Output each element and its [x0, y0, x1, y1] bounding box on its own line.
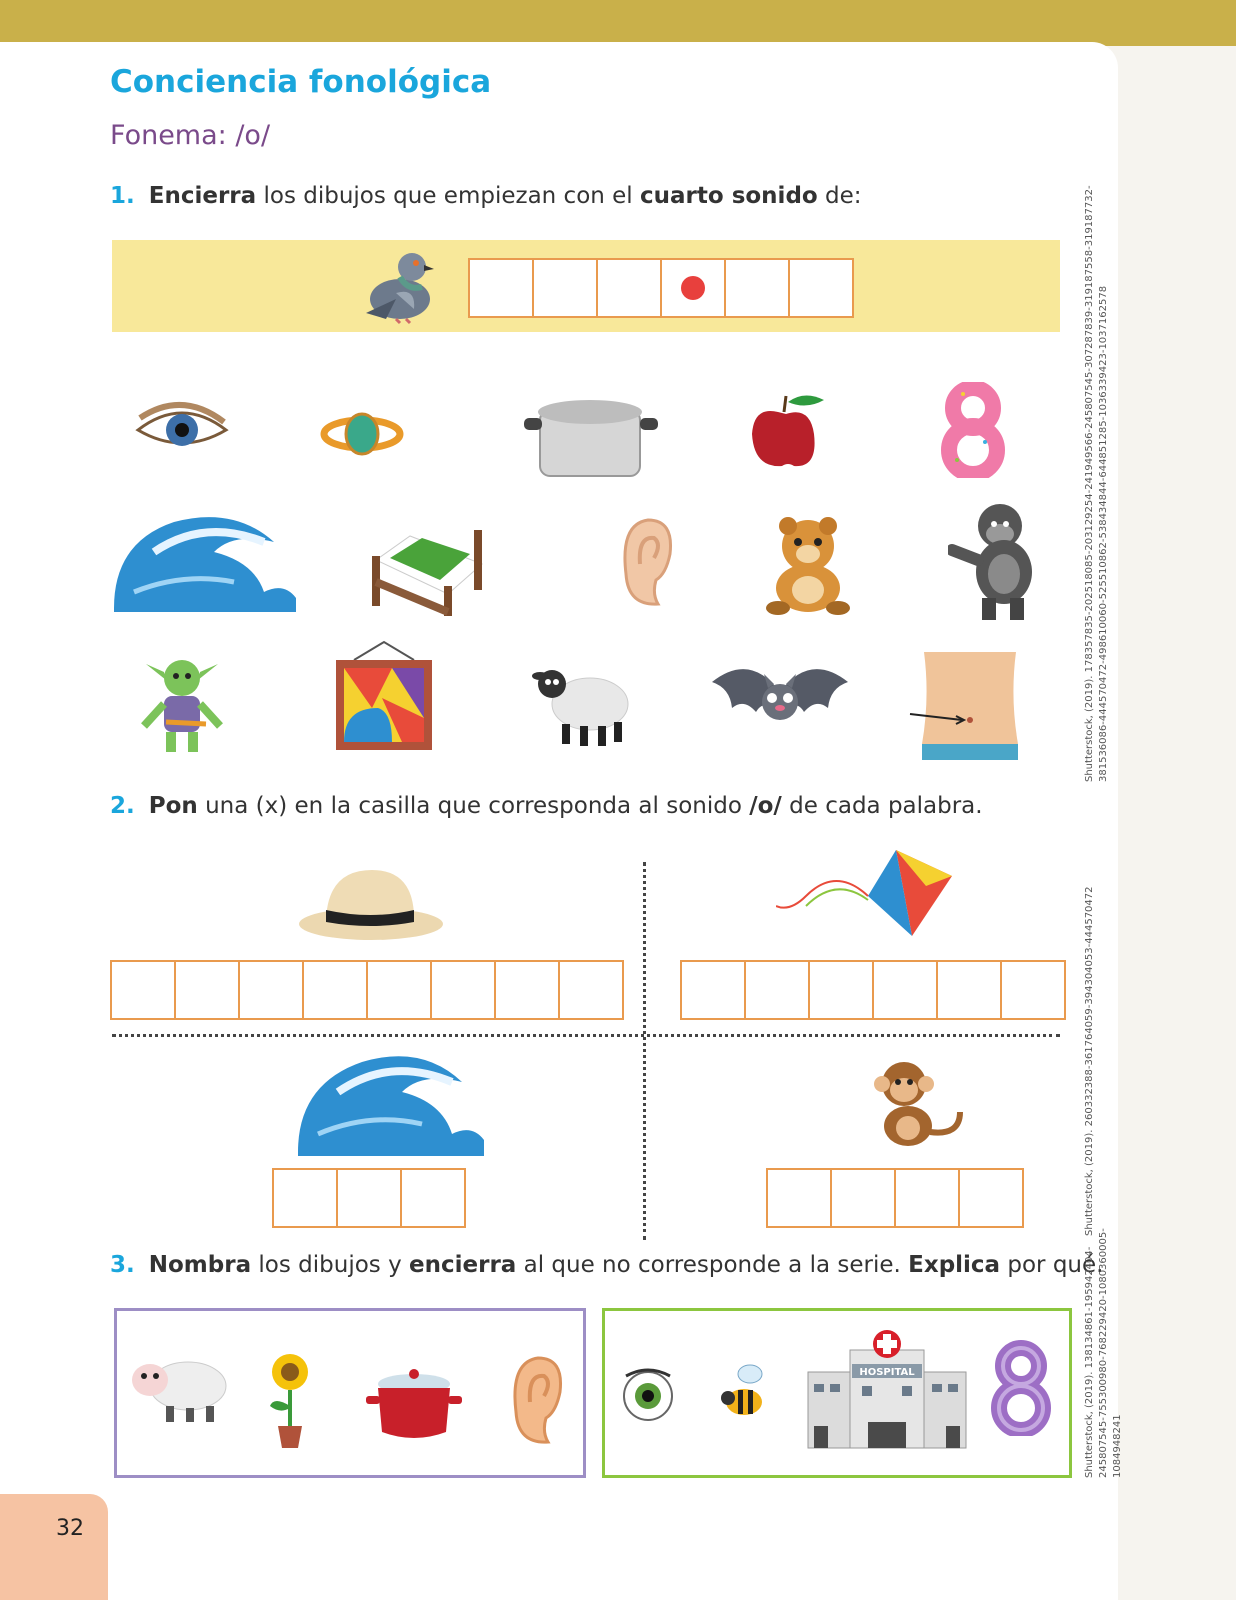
navel-icon[interactable]	[906, 648, 1034, 762]
sound-box[interactable]	[936, 960, 1002, 1020]
photo-credit-2: 381536086-444570472-498610060-525510862-538434844-644851285-1036339423-1037162578	[1098, 285, 1109, 782]
sound-box[interactable]	[302, 960, 368, 1020]
page-number-tab	[0, 1494, 108, 1600]
hat-icon[interactable]	[296, 866, 446, 944]
sound-box[interactable]	[1000, 960, 1066, 1020]
top-color-band	[0, 0, 1236, 46]
sound-box[interactable]	[830, 1168, 896, 1228]
sheep-icon[interactable]	[126, 1350, 230, 1424]
q1-number: 1.	[110, 183, 135, 209]
hospital-icon[interactable]	[806, 1326, 968, 1450]
photo-credit-3: Shutterstock, (2019). 260332388-361764059-394304053-444570472	[1084, 886, 1095, 1236]
sound-box[interactable]	[238, 960, 304, 1020]
sound-box[interactable]	[336, 1168, 402, 1228]
sound-box[interactable]	[744, 960, 810, 1020]
sound-box[interactable]	[468, 258, 534, 318]
q1-text: los dibujos que empiezan con el	[256, 183, 641, 209]
q1-sound-boxes	[470, 258, 854, 318]
q2-wave-sound-boxes	[274, 1168, 466, 1228]
q2-text: una (x) en la casilla que corresponda al sonido	[197, 793, 750, 819]
sound-box[interactable]	[894, 1168, 960, 1228]
q2-phoneme: /o/	[749, 793, 782, 819]
sunflower-icon[interactable]	[260, 1350, 320, 1450]
photo-credit-5: 245807545-755300980-768229420-1080360005-	[1098, 1228, 1109, 1478]
red-dot-icon	[681, 276, 705, 300]
painting-icon[interactable]	[332, 638, 436, 754]
sound-box[interactable]	[788, 258, 854, 318]
photo-credit-6: 1084948241	[1112, 1414, 1123, 1478]
bed-icon[interactable]	[370, 520, 488, 616]
q3-text-a: los dibujos y	[251, 1252, 410, 1278]
page-title: Conciencia fonológica	[110, 64, 492, 100]
sound-box[interactable]	[596, 258, 662, 318]
ring-icon[interactable]	[320, 408, 404, 458]
sound-box[interactable]	[532, 258, 598, 318]
q3-verb-3: Explica	[908, 1252, 1001, 1278]
sound-box[interactable]	[366, 960, 432, 1020]
q3-text-b: al que no corresponde a la serie.	[516, 1252, 909, 1278]
q3-text-c: por qué.	[1000, 1252, 1104, 1278]
sound-box[interactable]	[174, 960, 240, 1020]
horizontal-divider	[112, 1034, 1060, 1037]
wave-icon[interactable]	[114, 512, 296, 612]
q3-number: 3.	[110, 1252, 135, 1278]
q1-bold: cuarto sonido	[640, 183, 818, 209]
q3-verb-2: encierra	[409, 1252, 517, 1278]
sound-box[interactable]	[724, 258, 790, 318]
number-8-donut-icon[interactable]	[935, 382, 1011, 478]
q2-number: 2.	[110, 793, 135, 819]
eye-icon[interactable]	[620, 1364, 676, 1424]
ogre-icon[interactable]	[136, 652, 228, 756]
eye-icon[interactable]	[134, 400, 230, 460]
sheep-icon[interactable]	[530, 660, 634, 750]
q3-verb-1: Nombra	[148, 1252, 252, 1278]
sound-box[interactable]	[808, 960, 874, 1020]
q1-text-end: de:	[817, 183, 862, 209]
q2-instruction	[110, 793, 983, 819]
q1-verb: Encierra	[148, 183, 257, 209]
page-number: 32	[56, 1516, 84, 1541]
sound-box[interactable]	[400, 1168, 466, 1228]
vertical-divider	[643, 862, 646, 1240]
sound-box[interactable]	[272, 1168, 338, 1228]
photo-credit-1: Shutterstock, (2019). 178357835-202518085-203129254-241949566-245807545-307287839-319187558-319187732-	[1084, 185, 1095, 782]
q2-text-end: de cada palabra.	[781, 793, 983, 819]
bat-icon[interactable]	[710, 652, 850, 752]
photo-credit-4: Shutterstock, (2019). 138134861-195942404-	[1084, 1246, 1095, 1478]
cooking-pot-icon[interactable]	[366, 1366, 462, 1442]
q3-instruction	[110, 1252, 1103, 1278]
q2-verb: Pon	[148, 793, 198, 819]
hospital-sign: HOSPITAL	[859, 1367, 915, 1378]
sound-box[interactable]	[766, 1168, 832, 1228]
apple-icon[interactable]	[744, 390, 830, 472]
pot-icon[interactable]	[522, 396, 660, 480]
sound-box[interactable]	[958, 1168, 1024, 1228]
pigeon-icon	[356, 243, 436, 325]
number-8-icon[interactable]	[986, 1340, 1056, 1436]
ear-icon[interactable]	[618, 514, 674, 610]
page-subtitle: Fonema: /o/	[110, 120, 271, 151]
kite-icon[interactable]	[776, 846, 956, 938]
sound-box[interactable]	[110, 960, 176, 1020]
q2-hat-sound-boxes	[112, 960, 624, 1020]
q2-monkey-sound-boxes	[768, 1168, 1024, 1228]
sound-box[interactable]	[494, 960, 560, 1020]
q1-instruction	[110, 183, 862, 209]
ear-icon[interactable]	[508, 1352, 564, 1448]
sound-box[interactable]	[872, 960, 938, 1020]
q2-kite-sound-boxes	[682, 960, 1066, 1020]
sound-box-marked[interactable]	[660, 258, 726, 318]
monkey-icon[interactable]	[864, 1056, 972, 1150]
gorilla-icon[interactable]	[948, 500, 1044, 622]
sound-box[interactable]	[680, 960, 746, 1020]
sound-box[interactable]	[430, 960, 496, 1020]
sound-box[interactable]	[558, 960, 624, 1020]
bee-icon[interactable]	[720, 1364, 770, 1422]
wave-icon[interactable]	[298, 1050, 484, 1156]
bear-icon[interactable]	[756, 516, 860, 616]
